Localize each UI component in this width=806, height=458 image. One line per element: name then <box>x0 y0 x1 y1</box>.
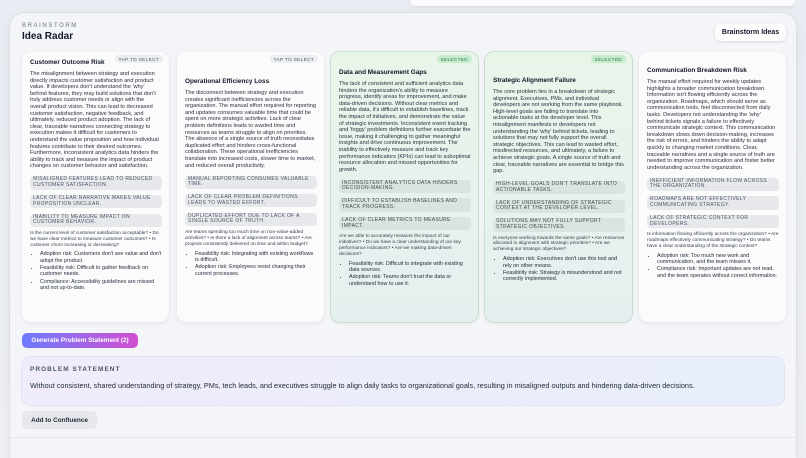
select-badge: TAP TO SELECT <box>115 55 163 63</box>
insight-chip: SOLUTIONS MAY NOT FULLY SUPPORT STRATEGIC OBJECTIVES. <box>493 218 625 231</box>
insight-chip: INCONSISTENT ANALYTICS DATA HINDERS DECISION-MAKING. <box>339 180 471 193</box>
card-title: Communication Breakdown Risk <box>647 67 747 74</box>
card-title: Data and Measurement Gaps <box>339 69 427 76</box>
card-title: Strategic Alignment Failure <box>493 77 576 84</box>
card-risks <box>647 253 779 279</box>
card-description: The lack of consistent and sufficient analytics data hinders the organization's ability to measure progress, identify areas for improvement, and make data-driven decisions. Without clear metrics and reliable data, it's difficult to establish baselines, track the impact of initiatives, and demonstrate the value of strategic investments. Inconsistent event tracking and 'foggy' problem definitions further exacerbate the issue, making it challenging to gather meaningful insights and drive continuous improvement. The inability to effectively measure and track key performance indicators (KPIs) can lead to suboptimal resource allocation and missed opportunities for growth. <box>339 81 471 173</box>
card-title: Operational Efficiency Loss <box>185 78 270 85</box>
top-window-edge <box>410 0 795 6</box>
risk-item: • Adoption risk: Teams don't trust the data or understand how to use it. <box>349 274 471 287</box>
idea-card-strategic-alignment[interactable] <box>485 52 632 322</box>
card-insights <box>185 172 317 228</box>
card-risks <box>30 251 162 291</box>
select-badge: TAP TO SELECT <box>270 55 318 63</box>
risk-item: • Compliance risk: Important updates are not read, and the team operates without correct information. <box>657 266 779 279</box>
add-to-confluence-button[interactable]: Add to Confluence <box>22 411 97 429</box>
insight-chip: MANUAL REPORTING CONSUMES VALUABLE TIME. <box>185 176 317 189</box>
card-questions: Is the current level of customer satisfaction acceptable? • Do we have clear metrics to measure customer outcomes? • Is customer churn increasing or decreasing? <box>30 230 159 248</box>
card-insights <box>30 173 162 229</box>
card-description: The disconnect between strategy and execution creates significant inefficiencies across the organization. The manual effort required for reporting and updates consumes valuable time that could be spent on more strategic activities. Lack of clear problem definitions leads to wasted time and resources as teams struggle to align on priorities. The absence of a single source of truth necessitates duplicated effort and hinders cross-functional collaboration. These operational inefficiencies translate into increased costs, slower time to market, and reduced overall productivity. <box>185 90 317 169</box>
card-risks <box>185 251 317 277</box>
insight-chip: HIGH-LEVEL GOALS DON'T TRANSLATE INTO ACTIONABLE TASKS. <box>493 181 625 194</box>
insight-chip: DIFFICULT TO ESTABLISH BASELINES AND TRACK PROGRESS. <box>339 198 471 211</box>
card-questions: Are teams spending too much time on non-value-added activities? • Is there a lack of alignment across teams? • Are projects consistently delivered on time and within budget? <box>185 229 312 247</box>
insight-chip: INEFFICIENT INFORMATION FLOW ACROSS THE ORGANIZATION. <box>647 178 779 191</box>
insight-chip: DUPLICATED EFFORT DUE TO LACK OF A SINGLE SOURCE OF TRUTH. <box>185 213 317 226</box>
risk-item: • Adoption risk: Too much new work and communication, and the team misses it. <box>657 253 779 266</box>
risk-item: • Feasibility risk: Strategy is misunderstood and not correctly implemented. <box>503 270 625 283</box>
divider <box>10 437 796 438</box>
generate-problem-statement-button[interactable]: Generate Problem Statement (2) <box>22 333 138 348</box>
card-questions: Is everyone working towards the same goals? • Are resources allocated in alignment with strategic priorities? • Are we achieving our strategic objectives? <box>493 235 625 253</box>
section-eyebrow: BRAINSTORM <box>22 23 78 29</box>
card-insights <box>493 178 625 234</box>
risk-item: • Adoption risk: Executives don't use this tool and rely on other means. <box>503 256 625 269</box>
brainstorm-ideas-button[interactable]: Brainstorm Ideas <box>715 24 786 41</box>
risk-item: • Compliance: Accessibility guidelines are missed and not up-to-date. <box>40 279 162 292</box>
card-risks <box>339 261 471 287</box>
selected-badge: SELECTED <box>437 55 472 63</box>
card-description: The misalignment between strategy and execution directly impacts customer satisfaction and product value. If developers don't understand the 'why' behind features, they may build solutions that don't truly address customer needs or align with the overall product vision. This can lead to decreased customer satisfaction, negative feedback, and ultimately, reduced product adoption. The lack of clear, traceable narratives connecting strategy to execution makes it difficult for customers to understand the value proposition and how individual features contribute to their desired outcomes. Furthermore, inconsistent analytics data hinders the ability to track and measure the impact of product changes on customer behavior and satisfaction. <box>30 71 159 170</box>
problem-statement-label: PROBLEM STATEMENT <box>30 366 121 373</box>
selected-badge: SELECTED <box>591 55 626 63</box>
insight-chip: LACK OF STRATEGIC CONTEXT FOR DEVELOPERS. <box>647 215 779 228</box>
problem-statement-box <box>22 357 784 405</box>
card-description: The manual effort required for weekly updates highlights a broader communication breakdown. Information isn't flowing efficiently across the organization. Roadmaps, which should serve as communication tools, feel disconnected from daily tasks. Developers not understanding the 'why' behind tickets signals a failure to effectively communicate strategic context. This communication breakdown slows down decision-making, increases the risk of errors, and hinders the ability to adapt quickly to changing market conditions. Clear, traceable narratives and a single source of truth are needed to improve communication and foster better understanding across the organization. <box>647 79 776 171</box>
card-insights <box>647 174 779 230</box>
risk-item: • Feasibility risk: Difficult to integrate with existing data sources. <box>349 261 471 274</box>
idea-card-data-measurement[interactable] <box>331 52 478 322</box>
problem-statement-text: Without consistent, shared understanding of strategy, PMs, tech leads, and executives struggle to align daily tasks to organizational goals, resulting in misaligned outputs and hindering data-driven decisions. <box>30 381 695 390</box>
insight-chip: LACK OF UNDERSTANDING OF STRATEGIC CONTEXT AT THE DEVELOPER LEVEL. <box>493 200 625 213</box>
idea-card-communication-breakdown[interactable] <box>639 52 786 322</box>
insight-chip: MISALIGNED FEATURES LEAD TO REDUCED CUSTOMER SATISFACTION. <box>30 176 162 189</box>
card-insights <box>339 176 471 232</box>
insight-chip: ROADMAPS ARE NOT EFFECTIVELY COMMUNICATING STRATEGY. <box>647 196 779 209</box>
card-description: The core problem lies in a breakdown of strategic alignment. Executives, PMs, and individual developers are not working from the same playbook. High-level goals are failing to translate into actionable tasks at the developer level. This misalignment manifests in developers not understanding the 'why' behind tickets, leading to solutions that may not fully support the overall strategic objectives. This can lead to wasted effort, misdirected resources, and ultimately, a failure to achieve strategic goals. A single source of truth and clear, traceable narratives are essential to bridge this gap. <box>493 89 624 175</box>
page-title: Idea Radar <box>22 31 74 42</box>
risk-item: • Feasibility risk: Difficult to gather feedback on customer needs. <box>40 265 162 278</box>
idea-card-customer-outcome[interactable] <box>22 52 169 322</box>
card-title: Customer Outcome Risk <box>30 59 105 66</box>
idea-card-operational-efficiency[interactable] <box>177 52 324 322</box>
insight-chip: LACK OF CLEAR METRICS TO MEASURE IMPACT. <box>339 217 471 230</box>
insight-chip: INABILITY TO MEASURE IMPACT ON CUSTOMER BEHAVIOR. <box>30 214 162 227</box>
card-risks <box>493 256 625 282</box>
risk-item: • Adoption risk: Customers don't see value and don't adopt the product. <box>40 251 162 264</box>
risk-item: • Adoption risk: Employees resist changing their current processes. <box>195 264 317 277</box>
risk-item: • Feasibility risk: Integrating with existing workflows is difficult. <box>195 251 317 264</box>
insight-chip: LACK OF CLEAR NARRATIVE MAKES VALUE PROPOSITION UNCLEAR. <box>30 195 162 208</box>
card-questions: Are we able to accurately measure the impact of our initiatives? • Do we have a clear understanding of our key performance indicators? • Are we making data-driven decisions? <box>339 234 461 257</box>
card-questions: Is information flowing efficiently across the organization? • Are roadmaps effectively communicating strategy? • Do teams have a clear understanding of the strategic context? <box>647 232 779 249</box>
insight-chip: LACK OF CLEAR PROBLEM DEFINITIONS LEADS TO WASTED EFFORT. <box>185 194 317 207</box>
